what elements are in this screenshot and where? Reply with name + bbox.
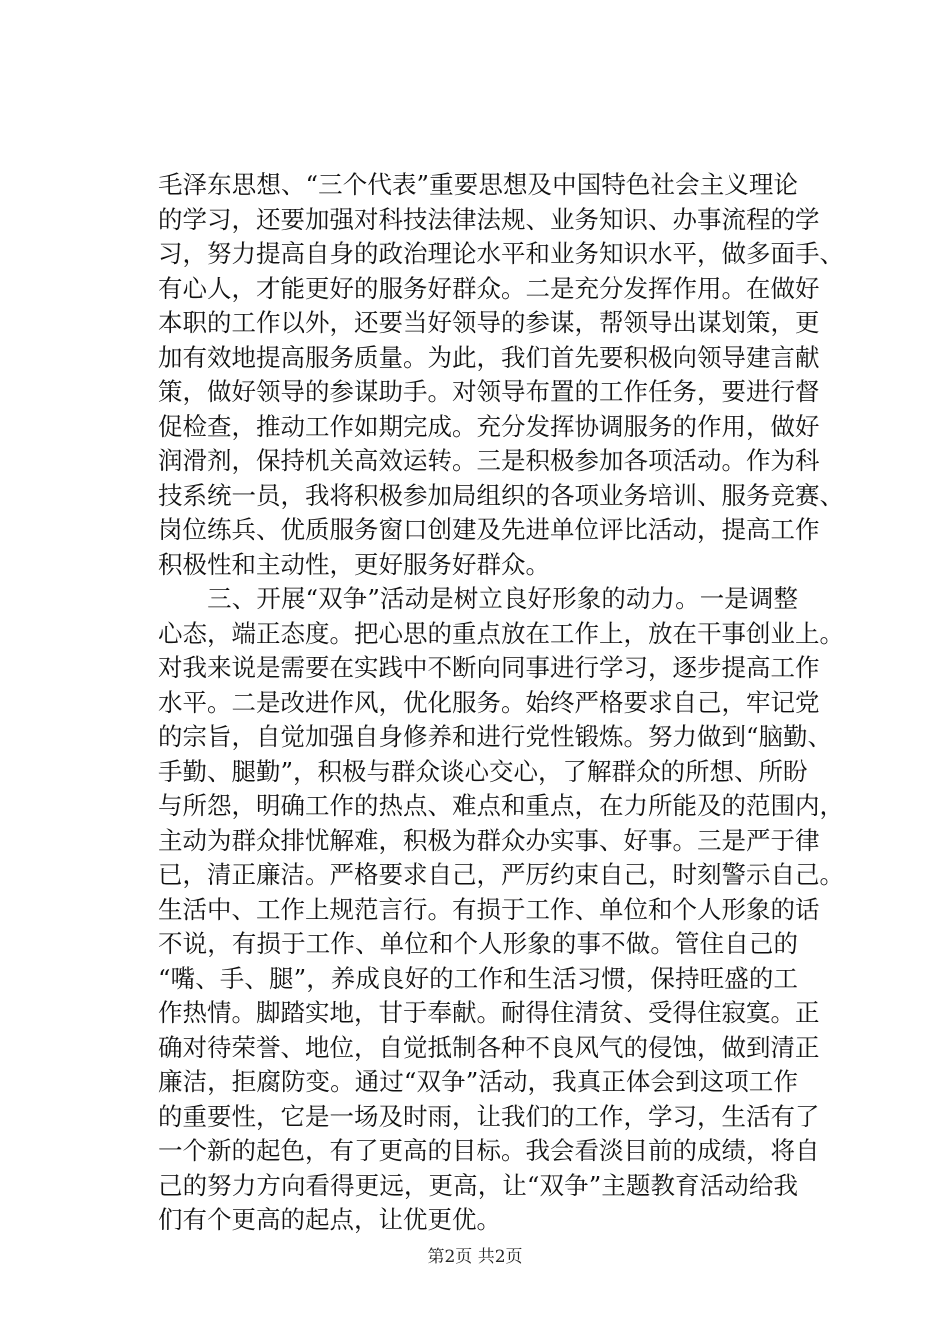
text-line: 主动为群众排忧解难，积极为群众办实事、好事。三是严于律 (158, 825, 820, 855)
text-line: 岗位练兵、优质服务窗口创建及先进单位评比活动，提高工作 (158, 515, 820, 544)
text-line: 们有个更高的起点，让优更优。 (158, 1205, 501, 1234)
text-line: 习，努力提高自身的政治理论水平和业务知识水平，做多面手、 (158, 239, 844, 268)
text-line: 毛泽东思想、“三个代表”重要思想及中国特色社会主义理论 (158, 170, 798, 199)
text-line: 已，清正廉洁。严格要求自己，严厉约束自己，时刻警示自己。 (158, 860, 844, 889)
text-line: 己的努力方向看得更远，更高，让“双争”主题教育活动给我 (158, 1170, 798, 1200)
text-line: 策，做好领导的参谋助手。对领导布置的工作任务，要进行督 (158, 377, 820, 406)
text-line: 手勤、腿勤”，积极与群众谈心交心，了解群众的所想、所盼 (158, 756, 808, 786)
page-footer: 第2页 共2页 (427, 1247, 523, 1267)
text-line: “嘴、手、腿”，养成良好的工作和生活习惯，保持旺盛的工 (158, 963, 798, 993)
text-line: 本职的工作以外，还要当好领导的参谋，帮领导出谋划策，更 (158, 308, 820, 337)
text-line: 生活中、工作上规范言行。有损于工作、单位和个人形象的话 (158, 894, 820, 924)
document-body (158, 168, 844, 1238)
text-line: 廉洁，拒腐防变。通过“双争”活动，我真正体会到这项工作 (158, 1067, 798, 1096)
text-line: 对我来说是需要在实践中不断向同事进行学习，逐步提高工作 (158, 653, 820, 682)
text-line: 心态，端正态度。把心思的重点放在工作上，放在干事创业上。 (158, 618, 844, 648)
text-line: 润滑剂，保持机关高效运转。三是积极参加各项活动。作为科 (158, 446, 820, 475)
text-line: 与所怨，明确工作的热点、难点和重点，在力所能及的范围内， (158, 791, 844, 820)
text-line: 作热情。脚踏实地，甘于奉献。耐得住清贫、受得住寂寞。正 (158, 998, 820, 1027)
text-line: 的学习，还要加强对科技法律法规、业务知识、办事流程的学 (158, 204, 820, 234)
text-line: 的重要性，它是一场及时雨，让我们的工作，学习，生活有了 (158, 1101, 820, 1131)
text-line: 促检查，推动工作如期完成。充分发挥协调服务的作用，做好 (158, 411, 820, 441)
text-line: 技系统一员，我将积极参加局组织的各项业务培训、服务竞赛、 (158, 480, 844, 510)
text-line: 一个新的起色，有了更高的目标。我会看淡目前的成绩，将自 (158, 1136, 820, 1165)
text-line: 确对待荣誉、地位，自觉抵制各种不良风气的侵蚀，做到清正 (158, 1032, 820, 1062)
text-line: 水平。二是改进作风，优化服务。始终严格要求自己，牢记党 (158, 687, 820, 717)
text-line: 积极性和主动性，更好服务好群众。 (158, 549, 550, 579)
text-line: 加有效地提高服务质量。为此，我们首先要积极向领导建言献 (158, 342, 820, 372)
text-line: 有心人，才能更好的服务好群众。二是充分发挥作用。在做好 (158, 273, 820, 303)
text-line: 的宗旨，自觉加强自身修养和进行党性锻炼。努力做到“脑勤、 (158, 722, 833, 751)
text-line: 不说，有损于工作、单位和个人形象的事不做。管住自己的 (158, 929, 798, 958)
text-line: 三、开展“双争”活动是树立良好形象的动力。一是调整 (158, 584, 798, 613)
